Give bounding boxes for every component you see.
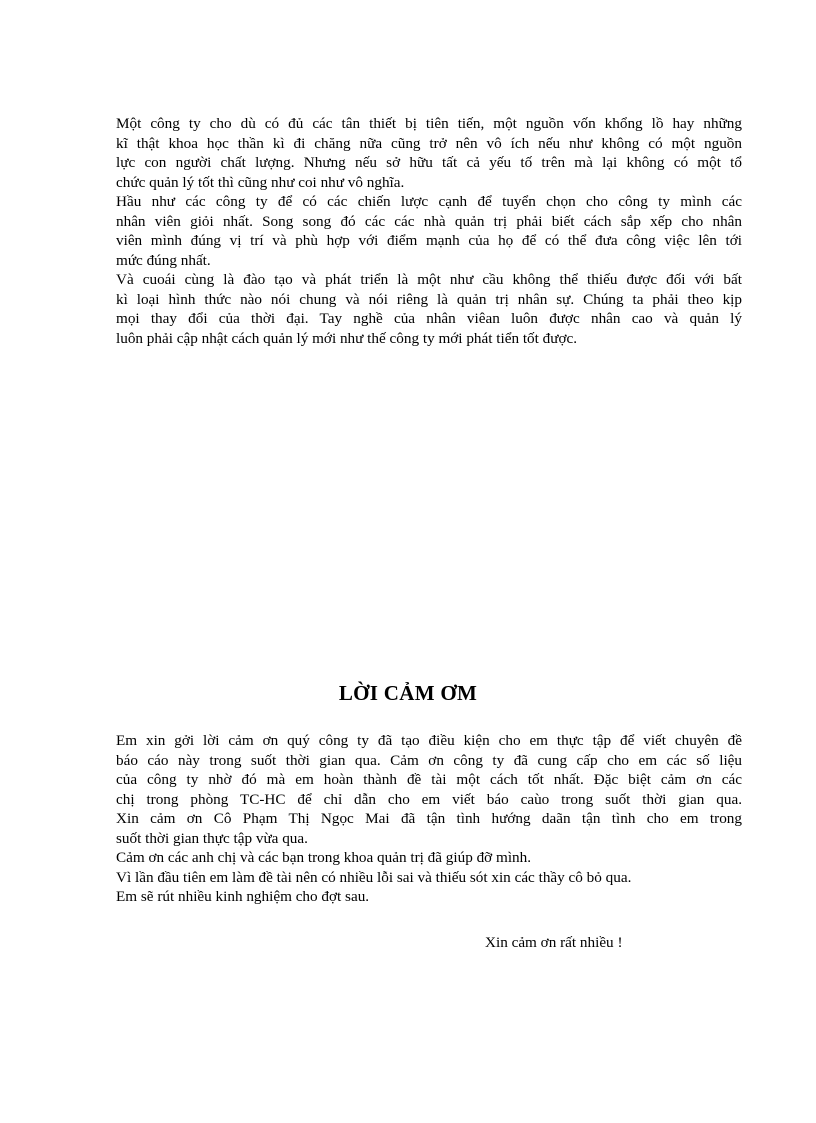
acknowledgement-line: Em xin gởi lời cảm ơn quý công ty đã tạo điều kiện cho em thực tập để viết chuyên đề <box>116 732 742 749</box>
intro-line: mọi thay đổi của thời đại. Tay nghề của nhân viêan luôn được nhân cao và quản lý <box>116 310 742 327</box>
intro-line: Một công ty cho dù có đủ các tân thiết bị tiên tiến, một nguồn vốn khổng lồ hay những <box>116 115 742 132</box>
intro-line: kĩ thật khoa học thần kì đi chăng nữa cũng trở nên vô ích nếu như không có một nguồn <box>116 134 742 152</box>
intro-line: Hầu như các công ty để có các chiến lược cạnh để tuyển chọn cho công ty mình các <box>116 193 742 210</box>
intro-line: lực con người chất lượng. Nhưng nếu sở hữu tất cả yếu tố trên mà lại không có một tổ <box>116 154 742 171</box>
intro-line: nhân viên giỏi nhất. Song song đó các các nhà quản trị phải biết cách sắp xếp cho nhân <box>116 212 742 230</box>
acknowledgement-line: của công ty nhờ đó mà em hoàn thành đề tài một cách tốt nhất. Đặc biệt cảm ơn các <box>116 771 742 788</box>
acknowledgement-line: báo cáo này trong suốt thời gian qua. Cảm ơn công ty đã cung cấp cho em các số liệu <box>116 751 742 769</box>
acknowledgement-line: chị trong phòng TC-HC để chỉ dẫn cho em viết báo caùo trong suốt thời gian qua. <box>116 790 742 808</box>
intro-line: luôn phải cập nhật cách quản lý mới như thế công ty mới phát tiển tốt được. <box>116 329 578 347</box>
intro-line: viên mình đúng vị trí và phù hợp với điểm mạnh của họ để có thể đưa công việc lên tới <box>116 232 742 249</box>
acknowledgement-line: Xin cảm ơn Cô Phạm Thị Ngọc Mai đã tận tình hướng daãn tận tình cho em trong <box>116 810 742 827</box>
acknowledgement-line: Em sẽ rút nhiều kinh nghiệm cho đợt sau. <box>116 888 370 905</box>
acknowledgement-paragraphs <box>116 731 742 907</box>
acknowledgement-line: suốt thời gian thực tập vừa qua. <box>116 829 308 847</box>
acknowledgement-heading: LỜI CẢM ƠM <box>338 681 478 705</box>
intro-paragraphs <box>116 114 742 348</box>
intro-line: mức đúng nhất. <box>116 251 211 269</box>
closing-note: Xin cảm ơn rất nhiều ! <box>485 934 623 951</box>
intro-line: Và cuoái cùng là đào tạo và phát triển là một như cầu không thể thiếu được đối với bất <box>116 271 742 288</box>
acknowledgement-line: Vì lần đầu tiên em làm đề tài nên có nhiều lỗi sai và thiếu sót xin các thầy cô bỏ qua. <box>116 868 632 886</box>
intro-line: kì loại hình thức nào nói chung và nói riêng là quản trị nhân sự. Chúng ta phải theo kịp <box>116 290 742 308</box>
acknowledgement-line: Cảm ơn các anh chị và các bạn trong khoa quản trị đã giúp đỡ mình. <box>116 849 532 866</box>
intro-line: chức quản lý tốt thì cũng như coi như vô nghĩa. <box>116 173 405 191</box>
